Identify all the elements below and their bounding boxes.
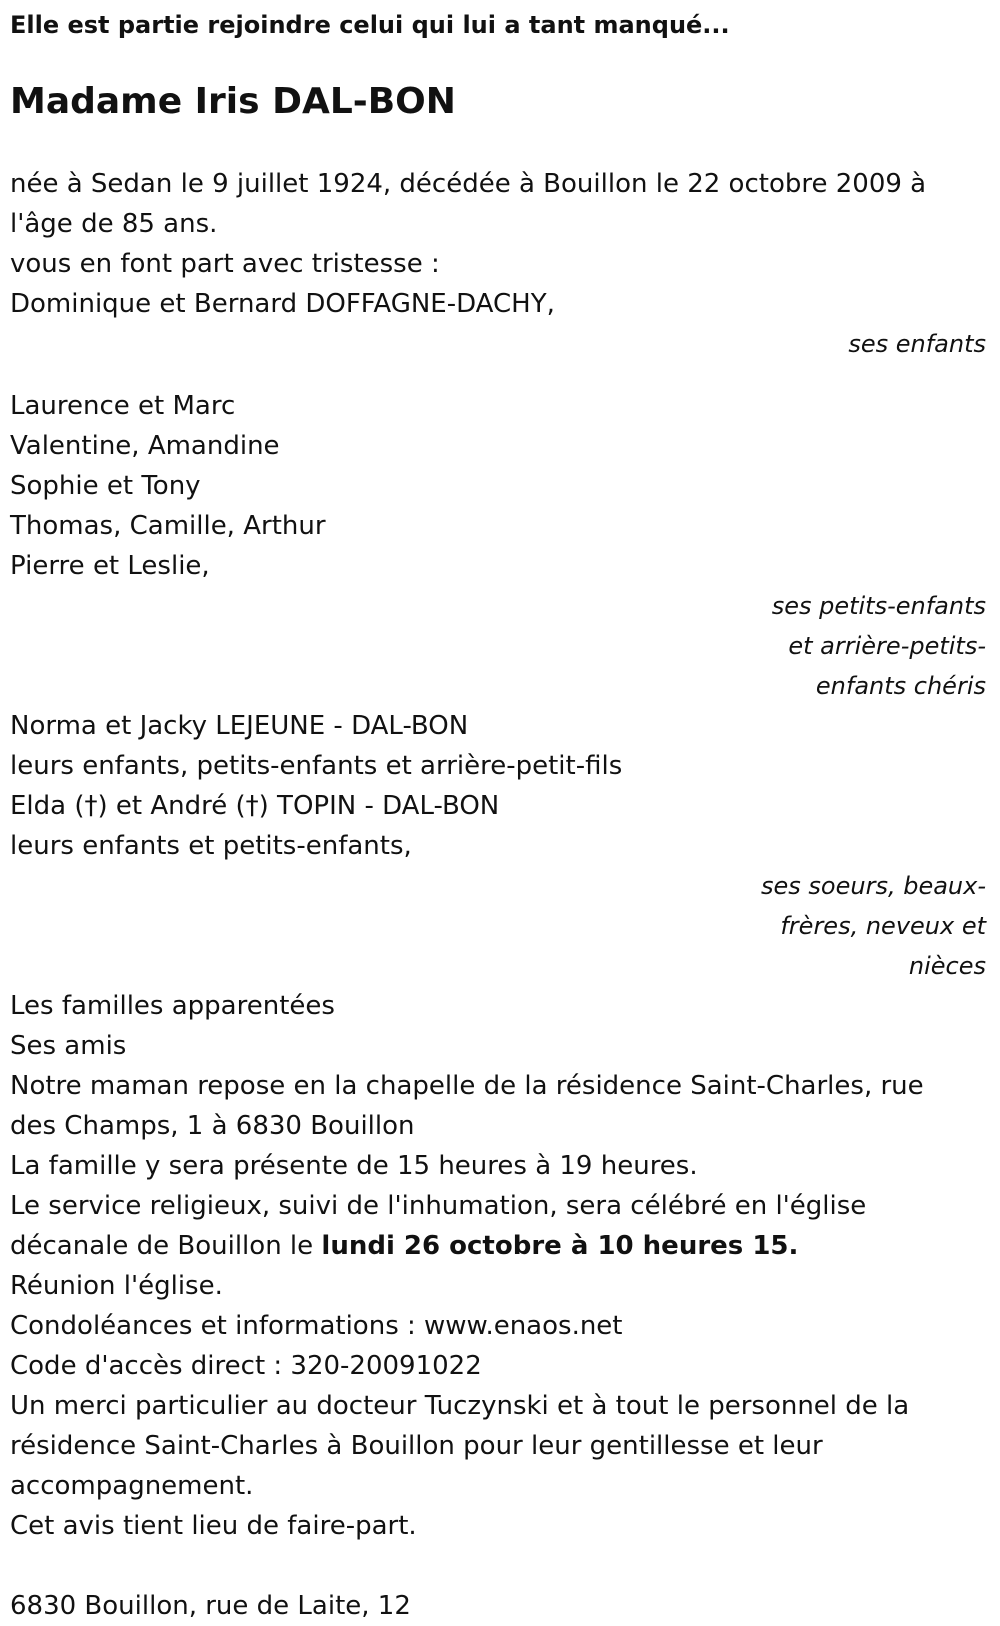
family-name-line: Norma et Jacky LEJEUNE - DAL-BON <box>10 711 469 741</box>
rest-place-line: des Champs, 1 à 6830 Bouillon <box>10 1111 415 1141</box>
access-code-line: Code d'accès direct : 320-20091022 <box>10 1351 482 1381</box>
thanks-line: résidence Saint-Charles à Bouillon pour leur gentillesse et leur <box>10 1431 823 1461</box>
section-gap <box>10 1546 986 1586</box>
family-name-line: Thomas, Camille, Arthur <box>10 511 326 541</box>
family-name-line: Dominique et Bernard DOFFAGNE-DACHY, <box>10 289 555 319</box>
relation-label-line: frères, neveux et <box>780 912 986 940</box>
family-name-line: Ses amis <box>10 1031 127 1061</box>
family-name-line: leurs enfants et petits-enfants, <box>10 831 412 861</box>
family-name-line: Laurence et Marc <box>10 391 236 421</box>
service-date-line <box>10 1226 986 1266</box>
relation-label <box>10 866 986 986</box>
grandchildren-group <box>10 386 986 706</box>
siblings-group <box>10 706 986 986</box>
relation-label-line: ses enfants <box>848 330 986 358</box>
service-date-prefix: décanale de Bouillon le <box>10 1231 322 1261</box>
thanks-line: accompagnement. <box>10 1471 254 1501</box>
thanks-line: Un merci particulier au docteur Tuczynski et à tout le personnel de la <box>10 1391 910 1421</box>
family-presence-line: La famille y sera présente de 15 heures à 19 heures. <box>10 1151 698 1181</box>
obituary-notice <box>10 0 986 1626</box>
notice-line: Cet avis tient lieu de faire-part. <box>10 1511 417 1541</box>
family-name-line: Valentine, Amandine <box>10 431 280 461</box>
family-name-line: Pierre et Leslie, <box>10 551 210 581</box>
meeting-line: Réunion l'église. <box>10 1271 223 1301</box>
rest-place-line: Notre maman repose en la chapelle de la résidence Saint-Charles, rue <box>10 1071 924 1101</box>
children-group <box>10 284 986 364</box>
family-name-line: Elda (†) et André (†) TOPIN - DAL-BON <box>10 791 500 821</box>
relation-label-line: ses petits-enfants <box>771 592 986 620</box>
family-name-line: Sophie et Tony <box>10 471 201 501</box>
deceased-name: Madame Iris DAL-BON <box>10 81 456 122</box>
condolences-line: Condoléances et informations : www.enaos.net <box>10 1311 623 1341</box>
relation-label-line: enfants chéris <box>815 672 986 700</box>
relation-label-line: nièces <box>908 952 986 980</box>
announce-line: vous en font part avec tristesse : <box>10 249 440 279</box>
age-line: l'âge de 85 ans. <box>10 209 218 239</box>
birth-line: née à Sedan le 9 juillet 1924, décédée à Bouillon le 22 octobre 2009 à <box>10 169 927 199</box>
service-date-emphasis: lundi 26 octobre à 10 heures 15. <box>321 1231 799 1261</box>
relation-label <box>10 324 986 364</box>
intro-line: Elle est partie rejoindre celui qui lui a tant manqué... <box>10 11 730 39</box>
relation-label-line: et arrière-petits- <box>788 632 986 660</box>
relation-label-line: ses soeurs, beaux- <box>761 872 986 900</box>
family-name-line: Les familles apparentées <box>10 991 335 1021</box>
family-name-line: leurs enfants, petits-enfants et arrière-petit-fils <box>10 751 623 781</box>
relation-label <box>10 586 986 706</box>
notice-body <box>10 164 986 1626</box>
address-line: 6830 Bouillon, rue de Laite, 12 <box>10 1591 411 1621</box>
service-line: Le service religieux, suivi de l'inhumation, sera célébré en l'église <box>10 1191 867 1221</box>
